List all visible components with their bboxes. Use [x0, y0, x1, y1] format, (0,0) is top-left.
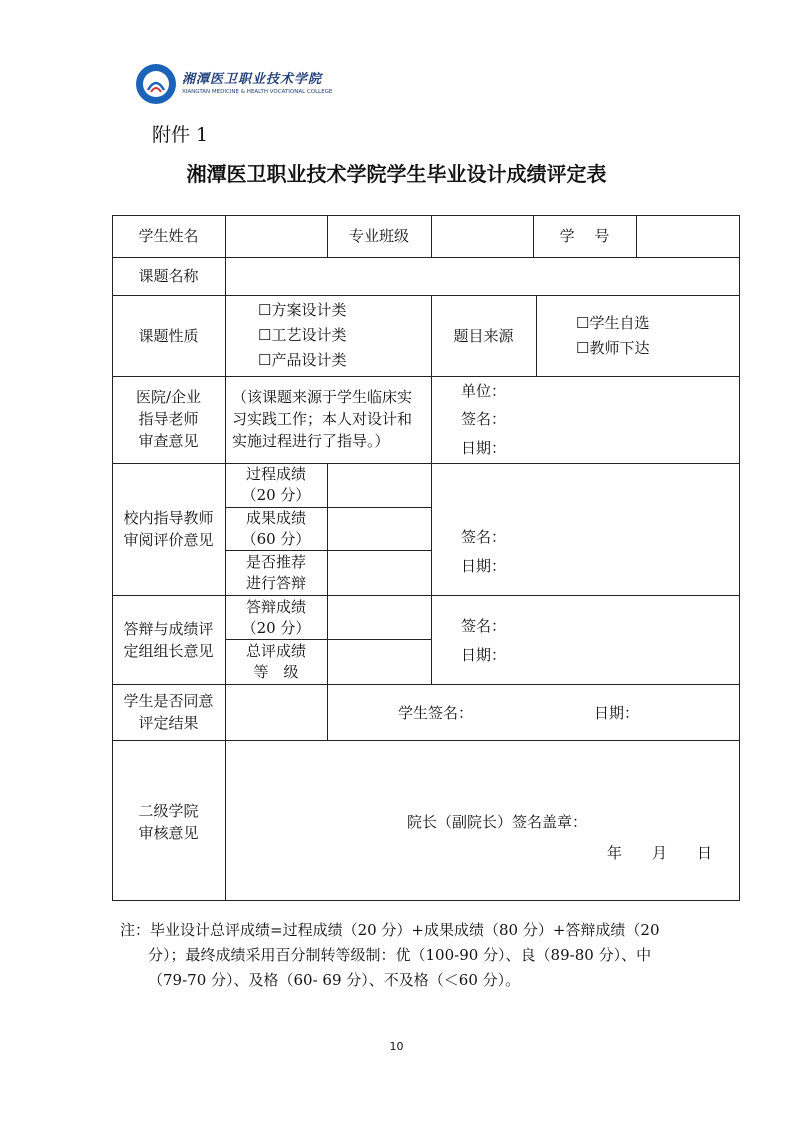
defense-score-1: 答辩成绩	[245, 598, 306, 616]
hospital-label-3: 审查意见	[138, 432, 199, 450]
unit-label: 单位：	[461, 382, 507, 400]
logo-text-en: XIANGTAN MEDICINE & HEALTH VOCATIONAL COLLEGE	[182, 89, 333, 95]
source-option-teacher[interactable]: ☐教师下达	[576, 339, 650, 357]
year-month-day: 年 月 日	[607, 844, 713, 862]
hospital-text-3: 实施过程进行了指导。）	[232, 432, 390, 450]
row-line	[112, 463, 740, 464]
page-number: 10	[389, 1040, 404, 1053]
logo-text-cn: 湘潭医卫职业技术学院	[182, 72, 323, 87]
row-line	[112, 595, 740, 596]
college-emblem-icon	[136, 64, 176, 104]
school-sign-label: 签名：	[461, 528, 507, 546]
source-option-student[interactable]: ☐学生自选	[576, 314, 650, 332]
agree-label-1: 学生是否同意	[123, 692, 214, 710]
col-line	[636, 215, 637, 257]
major-class-label: 专业班级	[348, 227, 409, 245]
result-score-2: （60 分）	[241, 530, 311, 548]
nature-option-product[interactable]: ☐产品设计类	[258, 351, 347, 369]
school-date-label: 日期：	[461, 557, 507, 575]
footnote	[120, 918, 700, 993]
review-label-2: 审核意见	[138, 824, 199, 842]
total-grade-1: 总评成绩	[245, 642, 306, 660]
row-line	[112, 257, 740, 258]
row-line	[112, 376, 740, 377]
hospital-text-1: （该课题来源于学生临床实	[232, 388, 413, 406]
school-label-1: 校内指导教师	[123, 509, 214, 527]
student-date-label: 日期：	[594, 704, 640, 722]
defense-score-2: （20 分）	[241, 619, 311, 637]
hospital-label-2: 指导老师	[138, 410, 199, 428]
topic-name-label: 课题名称	[138, 267, 199, 285]
col-line	[431, 215, 432, 257]
row-line	[112, 684, 740, 685]
row-line	[112, 740, 740, 741]
footnote-line-2: 分）；最终成绩采用百分制转等级制：优（100-90 分）、良（89-80 分）、中	[148, 946, 652, 964]
defense-date-label: 日期：	[461, 646, 507, 664]
hospital-date-label: 日期：	[461, 439, 507, 457]
student-no-label: 学 号	[559, 227, 610, 245]
topic-source-label: 题目来源	[453, 327, 514, 345]
defense-sign-label: 签名：	[461, 617, 507, 635]
col-line	[327, 684, 328, 740]
recommend-1: 是否推荐	[245, 553, 306, 571]
annex-label: 附件 1	[152, 124, 209, 146]
topic-nature-label: 课题性质	[138, 327, 199, 345]
col-line	[431, 463, 432, 684]
col-line	[431, 376, 432, 463]
dean-sign-label: 院长（副院长）签名盖章：	[407, 813, 588, 831]
result-score-1: 成果成绩	[245, 509, 306, 527]
student-sign-label: 学生签名：	[398, 704, 474, 722]
defense-label-2: 定组组长意见	[123, 642, 214, 660]
hospital-text-2: 习实践工作；本人对设计和	[232, 410, 413, 428]
recommend-2: 进行答辩	[245, 574, 306, 592]
hospital-sign-label: 签名：	[461, 410, 507, 428]
nature-option-process[interactable]: ☐工艺设计类	[258, 326, 347, 344]
student-name-label: 学生姓名	[138, 227, 199, 245]
col-line	[536, 295, 537, 376]
nature-option-scheme[interactable]: ☐方案设计类	[258, 301, 347, 319]
college-logo	[136, 64, 333, 106]
page-title: 湘潭医卫职业技术学院学生毕业设计成绩评定表	[186, 162, 607, 186]
footnote-line-1: 注：毕业设计总评成绩=过程成绩（20 分）+成果成绩（80 分）+答辩成绩（20	[120, 921, 660, 939]
footnote-line-3: （79-70 分）、及格（60- 69 分）、不及格（＜60 分）。	[148, 971, 521, 989]
hospital-label-1: 医院/企业	[135, 388, 202, 406]
process-score-1: 过程成绩	[245, 465, 306, 483]
agree-label-2: 评定结果	[138, 714, 199, 732]
row-line	[112, 295, 740, 296]
defense-label-1: 答辩与成绩评	[123, 620, 214, 638]
total-grade-2: 等 级	[253, 663, 299, 681]
school-label-2: 审阅评价意见	[123, 531, 214, 549]
col-line	[327, 463, 328, 684]
process-score-2: （20 分）	[241, 486, 311, 504]
review-label-1: 二级学院	[138, 802, 199, 820]
